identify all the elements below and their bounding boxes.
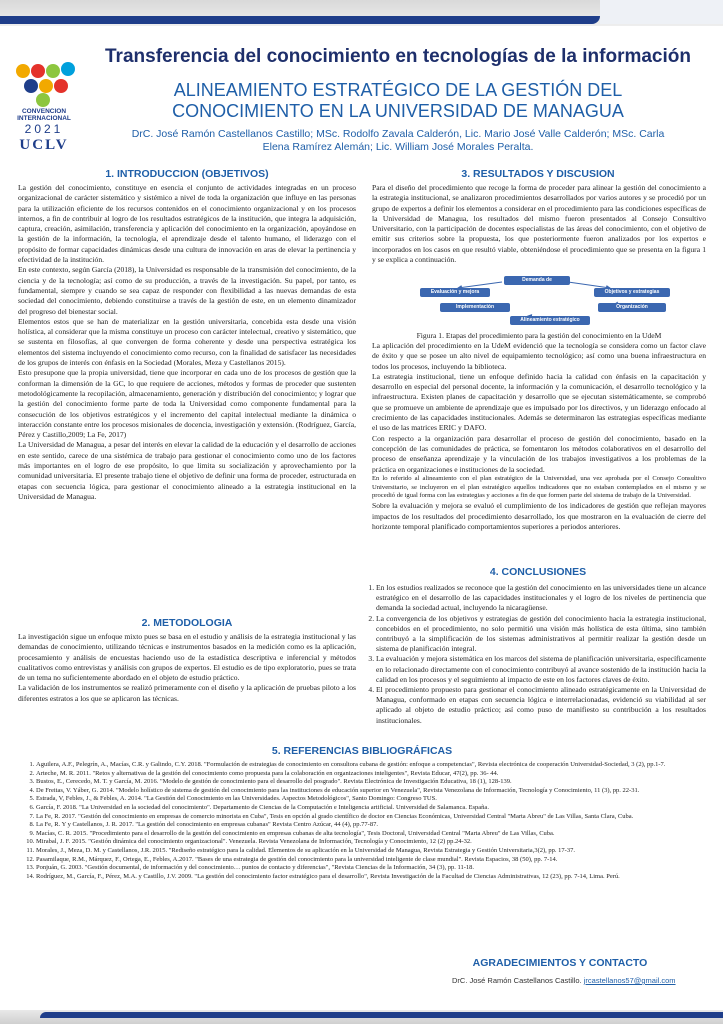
reference-item: 7. La Fe, R. 2017. "Gestión del conocimiento en empresas de comercio minorista en Cuba", Tesis en opción al grado científico de doctor en Ciencias Económicas, Universidad Central "Marta Abreu" de Las Villas, Santa Clara, Cuba.: [36, 813, 723, 822]
contact-name: DrC. José Ramón Castellanos Castillo.: [452, 976, 582, 985]
diagram-box-demand: Demanda de conocimientos: [504, 276, 570, 285]
reference-item: 13. Ponjuán, G. 2003. "Gestión documental, de información y del conocimiento… puntos de contacto y diferencias", "Revista Ciencias de la Información, 34 (3), pp. 11-18.: [36, 864, 723, 873]
logo-dot: [39, 79, 53, 93]
logo-text: [12, 108, 76, 122]
authors-line2: Elena Ramírez Alemán; Lic. William José Morales Peralta.: [262, 141, 534, 153]
diagram-box-alignment: Alineamiento estratégico: [510, 316, 590, 325]
reference-item: 11. Morales, J., Meza, D. M. y Castellanos, J.R. 2015. "Rediseño estratégico para la calidad. Elementos de su aplicación en la Universidad de Managua, Revista Estrategia y Gestión Universitaria,3(2), pp. 17-37.: [36, 847, 723, 856]
bottom-banner-blue: [40, 1012, 723, 1018]
top-banner-blue: [0, 16, 600, 24]
intro-p3: Elementos estos que se han de materializar en la gestión universitaria, concebida esta desde una visión holística, al considerar que la misma constituye un proceso con carácter intelectual, creativo y sistemático, que se sustenta en filosofías, al que convergen de forma coherente y desde una perspectiva estratégica los elementos del sistema incluyendo el conocimiento como recurso, con la finalidad de satisfacer las necesidades de los grupos de interés con énfasis en la Sociedad (Morales, Meza y Castellanos 2015).: [18, 316, 356, 368]
subtitle-line2: CONOCIMIENTO EN LA UNIVERSIDAD DE MANAGUA: [172, 101, 624, 121]
reference-item: 5. Estrada, V, Febles, J., & Febles, A. 2014. "La Gestión del Conocimiento en las Universidades. Aspectos Metodológicos", Santo Domingo: Congreso TUS.: [36, 795, 723, 804]
conclusion-item: 2. La convergencia de los objetivos y estrategias de gestión del conocimiento hacia la estrategia institucional, concebidos en el procedimiento, no solo permitió una visión más holística de esta última, sino también contribuyó a la simplificación de los sistemas administrativos al permitir realizar la gestión desde un sistema de planificación integral.: [376, 614, 706, 655]
intro-p5: La Universidad de Managua, a pesar del interés en elevar la calidad de la educación y el desarrollo de acciones en este sentido, carece de una sistémica de trabajo para gestionar el conocimiento como uno de los factores más importantes en el logro de ese propósito, lo que limita su socialización y aprovechamiento por la comunidad universitaria. El presente trabajo tiene el objetivo de definir una forma de proceder, estructurada en etapas con secuencia lógica, para gestionar el conocimiento alineado a la estrategia institucional en la Universidad de Managua.: [18, 440, 356, 501]
top-banner: [0, 0, 723, 30]
conclusion-item: 3. La evaluación y mejora sistemática en los marcos del sistema de planificación universitaria, específicamente en lo relacionado directamente con el conocimiento contribuyó al avance sostenido de la institución hacia la calidad en los procesos y el seguimiento al impacto de este en los factores claves de éxito.: [376, 654, 706, 685]
results-body: [372, 341, 706, 532]
logo-name: UCLV: [19, 137, 69, 153]
results-p2: La aplicación del procedimiento en la UdeM evidenció que la tecnología se considera como un factor clave de éxito y que se posee un alto nivel de equipamiento tecnológico; así como una buena infraestructura en todos los procesos, incluyendo la biblioteca.: [372, 341, 706, 371]
reference-item: 2. Arteche, M. R. 2011. "Retos y alternativas de la gestión del conocimiento como propuesta para la colaboración en organizaciones inteligentes", Revista Educar, 47(2), pp. 36- 44.: [36, 770, 723, 779]
poster-subtitle: [88, 80, 708, 122]
logo-dot: [54, 79, 68, 93]
conclusion-item: 4. El procedimiento propuesto para gestionar el conocimiento alineado estratégicamente en la Universidad de Managua, conformado en etapas con secuencia lógica e interrelacionadas, evidenció su viabilidad al ser aplicado al objeto de estudio práctico; así como puso de manifiesto su contribución a los resultados institucionales.: [376, 685, 706, 726]
results-p4: Con respecto a la organización para desarrollar el proceso de gestión del conocimiento, basado en la concepción de las comunidades de práctica, se fomentaron los métodos colaborativos en el desarrollo del proceso de enseñanza aprendizaje y la vinculación de los trabajos investigativos a los problemas de la práctica en organizaciones e instituciones de la sociedad.: [372, 433, 706, 474]
logo-line1: CONVENCION: [21, 108, 67, 115]
results-heading: 3. RESULTADOS Y DISCUSION: [461, 168, 615, 180]
ack-heading: AGRADECIMIENTOS Y CONTACTO: [472, 957, 648, 969]
reference-item: 8. La Fe, R. Y y Castellanos, J. R. 2017. "La gestión del conocimiento en empresas cubanas" Revista Centro Azúcar, 44 (4), pp.77-87.: [36, 821, 723, 830]
procedure-diagram: [418, 272, 674, 328]
method-body: [18, 632, 356, 704]
reference-item: 3. Bustos, E., Cerecedo, M. T. y García, M. 2016. "Modelo de gestión de conocimiento para el desarrollo del posgrado". Revista Electrónica de Investigación Educativa, 18 (1), 128-139.: [36, 778, 723, 787]
intro-heading: 1. INTRODUCCION (OBJETIVOS): [105, 168, 269, 180]
authors: [88, 128, 708, 154]
diagram-box-implementation: Implementación: [440, 303, 510, 312]
results-p1: Para el diseño del procedimiento que recoge la forma de proceder para alinear la gestión del conocimiento a la estrategia institucional, se analizaron procedimientos desarrollados por varios autores y se procedió por un grupo de expertos a definir los elementos a considerar en el procedimiento para las condiciones específicas de la Universidad de Managua, los resultados del mismo fueron presentados al Consejo Consultivo Universitario, con la participación de docentes especialistas de las áreas del conocimiento, con el objetivo de emitir sus criterios sobre la propuesta, los que posteriormente fueron analizados por los expertos e incorporados en los casos en que resultó viable, obteniéndose el procedimiento que se presenta en la figura 1 y se explica a continuación.: [372, 183, 706, 265]
logo-year: 2021: [24, 122, 64, 136]
logo-dot: [36, 93, 50, 107]
reference-item: 6. García, F. 2018. "La Universidad en la sociedad del conocimiento". Departamento de Ciencias de la Computación e Inteligencia artificial. Universidad de Salamanca. España.: [36, 804, 723, 813]
subtitle-line1: ALINEAMIENTO ESTRATÉGICO DE LA GESTIÓN DEL: [173, 80, 623, 100]
results-p5: En lo referido al alineamiento con el plan estratégico de la Universidad, una vez aprobada por el Consejo Consultivo Universitario, se incluyeron en el plan estratégico aquellos indicadores que no estaban contemplados en el mismo y se procedió de igual forma con las estrategias y acciones a fin de que formen parte del sistema de trabajo de la Universidad.: [372, 474, 706, 500]
results-p3: La estrategia institucional, tiene un enfoque definido hacia la calidad con énfasis en la capacitación y desarrollo en especial del personal docente, la información y la comunicación, el desarrollo tecnológico y la infraestructura. Existen planes de capacitación y desarrollo que se ejecutan sistemáticamente, se comprobó que se promueve un ambiente de aprendizaje que es impulsado por los directivos, y un liderazgo enfocado al crecimiento de las capacidades institucionales. Además se determinaron las estrategias específicas mediante el uso de las matrices ERIC y DAFO.: [372, 371, 706, 433]
diagram-box-organization: Organización: [598, 303, 666, 312]
intro-p2: En este contexto, según García (2018), la Universidad es responsable de la transmisión del conocimiento, de la ciencia y de la tecnología; así como de su producción, a través de la investigación. Su papel, por tanto, es fundamental, siempre y cuando se sea capaz de responder con flexibilidad a las nuevas demandas de esta sociedad del conocimiento, debiendo constituirse a través de la gestión de este, en un elemento dinamizador del progreso del bienestar social.: [18, 265, 356, 316]
reference-item: 1. Aguilera, A.F., Pelegrín, A., Macías, C.R. y Galindo, C.Y. 2018. "Formulación de estrategias de conocimiento en consultora cubana de gestión: enfoque a competencias", Revista electrónica de cooperación Universidad-Sociedad, 3 (2), pp.1-7.: [36, 761, 723, 770]
references-heading: 5. REFERENCIAS BIBLIOGRÁFICAS: [271, 745, 453, 757]
contact: [452, 976, 712, 985]
conclusions-list: [360, 583, 706, 726]
method-heading: 2. METODOLOGIA: [141, 617, 233, 629]
reference-item: 4. De Freitas, V. Yáber, G. 2014. "Modelo holístico de sistema de gestión del conocimiento para las instituciones de educación superior en Venezuela", Revista Venezolana de Información, Tecnología y Conocimiento, 11 (3), pp. 22-31.: [36, 787, 723, 796]
top-banner-pale: [600, 0, 723, 24]
logo-dots: [16, 62, 72, 106]
method-p1: La investigación sigue un enfoque mixto pues se basa en el estudio y análisis de la estrategia institucional y las demandas de conocimiento, utilizando técnicas e instrumentos basados en la medición como es la aplicación, procesamiento y análisis de encuestas haciendo uso de la estadística descriptiva e inferencial y métodos cualitativos como entrevistas y análisis con grupos de expertos. El estudio es de tipo exploratorio, pues se trata de un tema no suficientemente abordado en el objeto de estudio práctico.: [18, 632, 356, 683]
logo-line2: INTERNACIONAL: [17, 115, 71, 122]
reference-item: 14. Rodríguez, M., García, F., Pérez, M.A. y Castillo, J.V. 2009. "La gestión del conocimiento factor estratégico para el desarrollo", Revista Investigación de la Facultad de Ciencias Administrativas, 12 (23), pp. 7-14, Lima. Perú.: [36, 873, 723, 882]
reference-item: 12. Pasamilaque, R.M., Márquez, F., Ortega, E., Febles, A.2017. "Bases de una estrategia de gestión del conocimiento para la universidad inteligente de clase mundial". Revista Espacios, 38 (50), pp. 7-14.: [36, 856, 723, 865]
contact-email-link[interactable]: jrcastellanos57@gmail.com: [583, 976, 676, 985]
authors-line1: DrC. José Ramón Castellanos Castillo; MSc. Rodolfo Zavala Calderón, Lic. Mario José Valle Calderón; MSc. Carla: [131, 128, 665, 140]
logo-dot: [46, 64, 60, 78]
reference-item: 9. Macías, C. R. 2015. "Procedimiento para el desarrollo de la gestión del conocimiento en empresas cubanas de alta tecnología", Tesis Doctoral, Universidad Central "Marta Abreu" de Las Villas, Cuba.: [36, 830, 723, 839]
conclusions-heading: 4. CONCLUSIONES: [489, 566, 587, 578]
intro-p1: La gestión del conocimiento, constituye en esencia el conjunto de actividades integradas en un proceso organizacional de carácter sistemático y sistémico a nivel de toda la organización que influye en las personas para la utilización eficiente de los recursos contenidos en el conocimiento organizacional y en los procesos internos, a fin de contribuir al logro de los resultados estratégicos de la institución, que integra la adquisición, captura, creación, asimilación, transferencia y aplicación del conocimiento en la organización, apoyándose en la gestión de la información, la tecnología, el aprendizaje desde el talento humano, el liderazgo con el propósito de formar capacidades dinámicas desde una cultura de innovación en aras de elevar la pertinencia y efectividad de la institución.: [18, 183, 356, 265]
intro-p4: Esto presupone que la propia universidad, tiene que incorporar en cada uno de los procesos de gestión que la conforman la dimensión de la GC, lo que requiere de acciones, métodos y formas de proceder que sustenten metodológicamente la recopilación, almacenamiento, generación y distribución del conocimiento; y lograr que la gestión del conocimiento forme parte de toda la Universidad como componente fundamental para la consecución de los objetivos estratégicos y el incremento del capital intelectual mediante la dinámica o interacción constante entre los procesos misionales de docencia, investigación y extensión. (Rodríguez, García, Pérez y Castillo,2009; La Fe, 2017): [18, 368, 356, 440]
diagram-box-evaluation: Evaluación y mejora: [420, 288, 490, 297]
logo-dot: [16, 64, 30, 78]
logo-dot: [31, 64, 45, 78]
intro-body: [18, 183, 356, 502]
diagram-box-objectives: Objetivos y estrategias: [594, 288, 670, 297]
conclusion-item: 1. En los estudios realizados se reconoce que la gestión del conocimiento en las universidades tiene un alcance estratégico en el desarrollo de las capacidades institucionales y el logro de los niveles de pertinencia que demanda la sociedad actual, incluyendo la nicaragüense.: [376, 583, 706, 614]
references-list: [14, 761, 723, 881]
method-p2: La validación de los instrumentos se realizó primeramente con el diseño y la aplicación de pruebas piloto a los diferentes estratos a los que se aplicaron las técnicas.: [18, 683, 356, 703]
logo-dot: [61, 62, 75, 76]
figure-caption: Figura 1. Etapas del procedimiento para la gestión del conocimiento en la UdeM: [416, 331, 662, 340]
convention-logo: [12, 62, 76, 160]
logo-dot: [24, 79, 38, 93]
poster-title: Transferencia del conocimiento en tecnologías de la información: [105, 46, 691, 67]
bottom-banner: [0, 1010, 723, 1024]
results-p6: Sobre la evaluación y mejora se evaluó el cumplimiento de los indicadores de gestión que reflejan mayores impactos de los resultados del procedimiento desarrollado, los que mostraron en la evaluación de cierre del horizonte temporal planificado comportamientos superiores a periodos anteriores.: [372, 501, 706, 531]
reference-item: 10. Mirabal, J. F. 2015. "Gestión dinámica del conocimiento organizacional". Venezuela. Revista Venezolana de Información, Tecnología y Conocimiento, 12 (2) pp.24-32.: [36, 838, 723, 847]
